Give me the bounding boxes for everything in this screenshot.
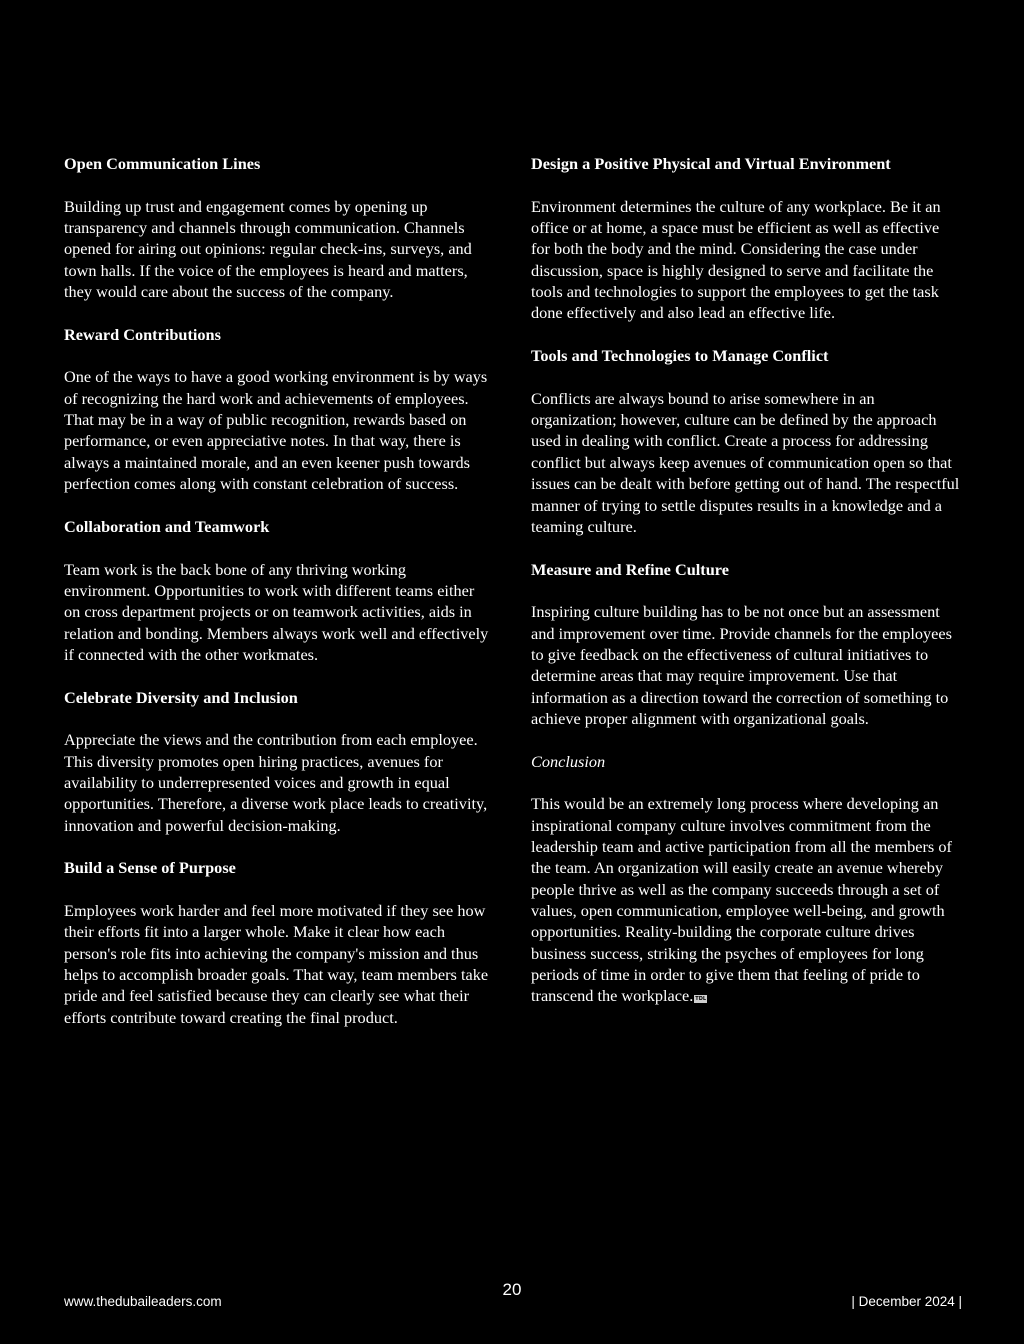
right-column <box>531 153 961 1028</box>
conclusion-heading: Conclusion <box>531 751 606 771</box>
section-collaboration <box>64 516 494 665</box>
section-conclusion <box>531 751 961 1007</box>
section-body <box>531 793 961 1006</box>
section-purpose <box>64 857 494 1028</box>
page-number: 20 <box>502 1280 522 1299</box>
footer-website[interactable]: www.thedubaileaders.com <box>64 1294 222 1309</box>
section-conflict <box>531 345 961 537</box>
conclusion-text: This would be an extremely long process where developing an inspirational company culture involves commitment from the leadership team and active participation from all the members of the team. An organization will easily create an avenue whereby people thrive as well as the company succeeds through a set of values, open communication, employee well-being, and growth opportunities. Reality-building the corporate culture drives business success, striking the psyches of employees for long periods of time in order to give them that feeling of pride to transcend the workplace. <box>531 794 952 1006</box>
section-body: Employees work harder and feel more motivated if they see how their efforts fit into a larger whole. Make it clear how each person's role fits into achieving the company's mission and thus helps to accomplish broader goals. That way, team members take pride and feel satisfied because they can clearly see what their efforts contribute toward creating the final product. <box>64 901 489 1027</box>
section-body: Environment determines the culture of any workplace. Be it an office or at home, a space must be efficient as well as effective for both the body and the mind. Considering the case under discussion, space is highly designed to serve and facilitate the tools and technologies to support the employees to get the task done effectively and also lead an effective life. <box>531 196 941 323</box>
section-heading: Collaboration and Teamwork <box>64 516 270 536</box>
section-body: Team work is the back bone of any thriving working environment. Opportunities to work with different teams either on cross department projects or on teamwork activities, aids in relation and bonding. Members always work well and effectively if connected with the other workmates. <box>64 559 489 664</box>
section-heading: Build a Sense of Purpose <box>64 858 236 878</box>
section-heading: Measure and Refine Culture <box>531 559 729 579</box>
section-diversity <box>64 687 494 836</box>
section-measure-culture <box>531 559 961 730</box>
section-body: Building up trust and engagement comes by opening up transparency and channels through communication. Channels opened for airing out opinions: regular check-ins, surveys, and town halls. If the voice of the employees is heard and matters, they would care about the success of the company. <box>64 196 472 302</box>
end-mark-icon: TDL <box>695 996 707 1003</box>
section-body: Appreciate the views and the contribution from each employee. This diversity promotes open hiring practices, avenues for availability to underrepresented voices and growth in equal opportunities. Therefore, a diverse work place leads to creativity, innovation and powerful decision-making. <box>64 730 488 835</box>
section-open-communication <box>64 153 494 302</box>
section-heading: Design a Positive Physical and Virtual Environment <box>531 154 891 173</box>
section-heading: Tools and Technologies to Manage Conflict <box>531 346 829 366</box>
section-heading: Celebrate Diversity and Inclusion <box>64 687 298 707</box>
section-heading: Reward Contributions <box>64 324 221 344</box>
section-heading: Open Communication Lines <box>64 154 261 173</box>
section-body: One of the ways to have a good working environment is by ways of recognizing the hard work and achievements of employees. That may be in a way of public recognition, rewards based on performance, or even appreciative notes. In that way, there is always a maintained morale, and an even keener push towards perfection comes along with constant celebration of success. <box>64 367 488 494</box>
left-column <box>64 153 494 1049</box>
section-reward-contributions <box>64 324 494 495</box>
footer-issue-date: | December 2024 | <box>851 1294 962 1309</box>
section-body: Conflicts are always bound to arise somewhere in an organization; however, culture can be defined by the approach used in dealing with conflict. Create a process for addressing conflict but always keep avenues of communication open so that issues can be dealt with before getting out of hand. The respectful manner of trying to settle disputes results in a knowledge and a teaming culture. <box>531 388 960 536</box>
section-environment <box>531 153 961 324</box>
section-body: Inspiring culture building has to be not once but an assessment and improvement over time. Provide channels for the employees to give feedback on the effectiveness of cultural initiatives to determine areas that may require improvement. Use that information as a direction toward the correction of something to achieve proper alignment with organizational goals. <box>531 602 952 728</box>
